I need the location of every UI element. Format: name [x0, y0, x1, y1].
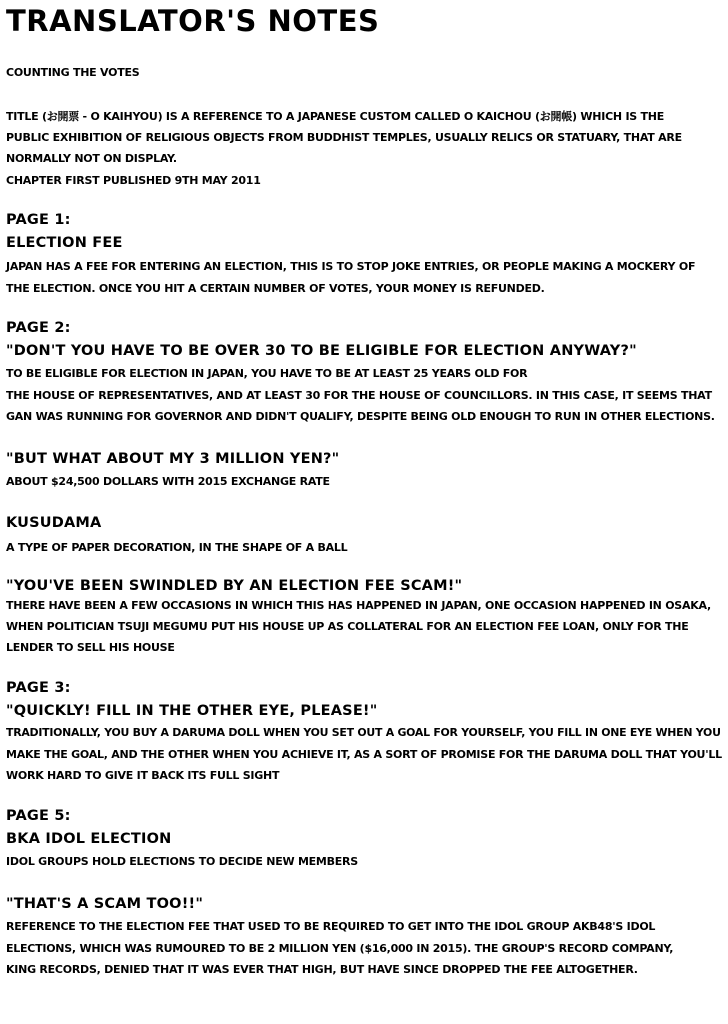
intro-line: PUBLIC EXHIBITION OF RELIGIOUS OBJECTS FROM BUDDHIST TEMPLES, USUALLY RELICS OR STATUARY, THAT ARE	[6, 131, 682, 144]
note-heading: "BUT WHAT ABOUT MY 3 MILLION YEN?"	[6, 451, 340, 467]
chapter-title: COUNTING THE VOTES	[6, 66, 140, 79]
note-text: WORK HARD TO GIVE IT BACK ITS FULL SIGHT	[6, 769, 280, 782]
page-3-label: PAGE 3:	[6, 680, 71, 696]
intro-line: TITLE (お開票 - O KAIHYOU) IS A REFERENCE TO A JAPANESE CUSTOM CALLED O KAICHOU (お開帳) WHICH IS THE	[6, 110, 665, 123]
intro-line: NORMALLY NOT ON DISPLAY.	[6, 152, 177, 165]
page-title: TRANSLATOR'S NOTES	[6, 4, 380, 38]
note-text: THERE HAVE BEEN A FEW OCCASIONS IN WHICH THIS HAS HAPPENED IN JAPAN, ONE OCCASION HAPPENED IN OSAKA,	[6, 599, 711, 612]
note-text: TO BE ELIGIBLE FOR ELECTION IN JAPAN, YOU HAVE TO BE AT LEAST 25 YEARS OLD FOR	[6, 367, 528, 380]
note-text: JAPAN HAS A FEE FOR ENTERING AN ELECTION, THIS IS TO STOP JOKE ENTRIES, OR PEOPLE MAKING A MOCKERY OF	[6, 260, 696, 273]
note-heading: "DON'T YOU HAVE TO BE OVER 30 TO BE ELIGIBLE FOR ELECTION ANYWAY?"	[6, 343, 637, 359]
note-heading: BKA IDOL ELECTION	[6, 831, 172, 847]
note-text: LENDER TO SELL HIS HOUSE	[6, 641, 175, 654]
note-text: ABOUT $24,500 DOLLARS WITH 2015 EXCHANGE RATE	[6, 475, 330, 488]
note-text: REFERENCE TO THE ELECTION FEE THAT USED TO BE REQUIRED TO GET INTO THE IDOL GROUP AKB48'S IDOL	[6, 920, 656, 933]
note-text: GAN WAS RUNNING FOR GOVERNOR AND DIDN'T QUALIFY, DESPITE BEING OLD ENOUGH TO RUN IN OTHER ELECTIONS.	[6, 410, 715, 423]
note-text: MAKE THE GOAL, AND THE OTHER WHEN YOU ACHIEVE IT, AS A SORT OF PROMISE FOR THE DARUMA DOLL THAT YOU'LL	[6, 748, 722, 761]
publication-date: CHAPTER FIRST PUBLISHED 9TH MAY 2011	[6, 174, 261, 187]
note-text: THE HOUSE OF REPRESENTATIVES, AND AT LEAST 30 FOR THE HOUSE OF COUNCILLORS. IN THIS CASE, IT SEEMS THAT	[6, 389, 712, 402]
note-heading: "YOU'VE BEEN SWINDLED BY AN ELECTION FEE SCAM!"	[6, 578, 463, 594]
note-heading: "QUICKLY! FILL IN THE OTHER EYE, PLEASE!"	[6, 703, 378, 719]
note-text: THE ELECTION. ONCE YOU HIT A CERTAIN NUMBER OF VOTES, YOUR MONEY IS REFUNDED.	[6, 282, 545, 295]
note-heading: "THAT'S A SCAM TOO!!"	[6, 896, 204, 912]
note-text: IDOL GROUPS HOLD ELECTIONS TO DECIDE NEW MEMBERS	[6, 855, 358, 868]
page-1-label: PAGE 1:	[6, 212, 71, 228]
note-text: A TYPE OF PAPER DECORATION, IN THE SHAPE OF A BALL	[6, 541, 348, 554]
note-heading: ELECTION FEE	[6, 235, 123, 251]
note-text: WHEN POLITICIAN TSUJI MEGUMU PUT HIS HOUSE UP AS COLLATERAL FOR AN ELECTION FEE LOAN, ONLY FOR THE	[6, 620, 689, 633]
note-heading: KUSUDAMA	[6, 515, 102, 531]
note-text: TRADITIONALLY, YOU BUY A DARUMA DOLL WHEN YOU SET OUT A GOAL FOR YOURSELF, YOU FILL IN ONE EYE WHEN YOU	[6, 726, 721, 739]
note-text: KING RECORDS, DENIED THAT IT WAS EVER THAT HIGH, BUT HAVE SINCE DROPPED THE FEE ALTOGETHER.	[6, 963, 638, 976]
page-2-label: PAGE 2:	[6, 320, 71, 336]
page-5-label: PAGE 5:	[6, 808, 71, 824]
note-text: ELECTIONS, WHICH WAS RUMOURED TO BE 2 MILLION YEN ($16,000 IN 2015). THE GROUP'S RECORD COMPANY,	[6, 942, 674, 955]
